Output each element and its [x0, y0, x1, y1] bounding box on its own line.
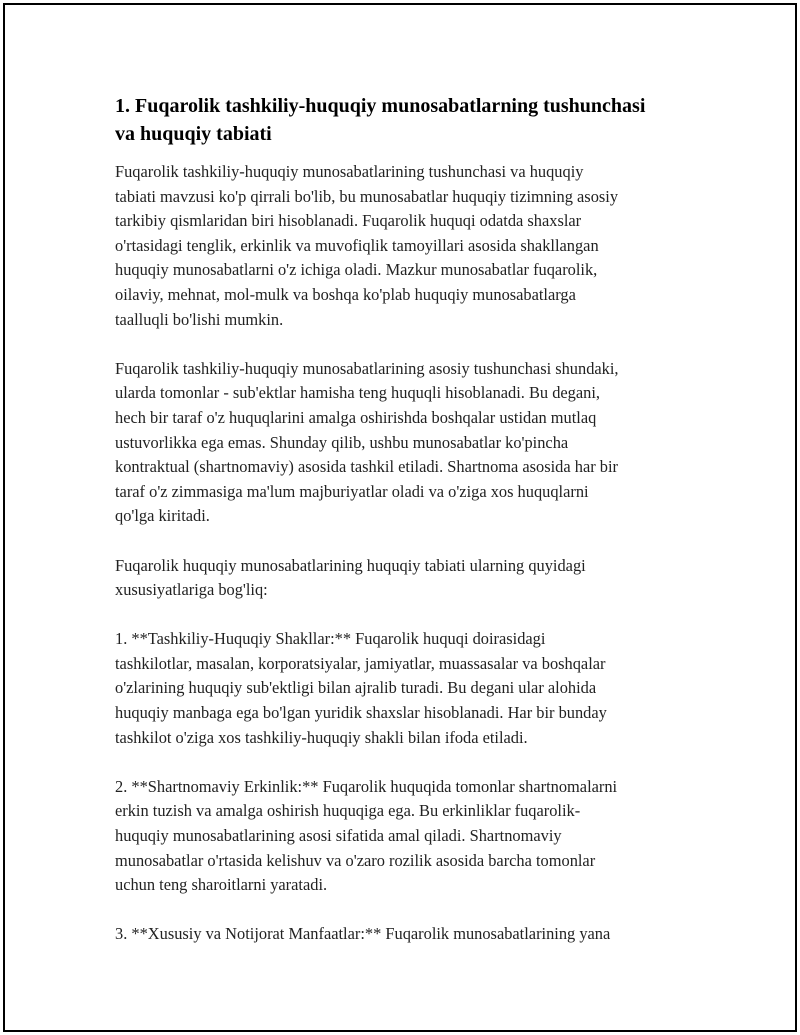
section-heading: 1. Fuqarolik tashkiliy-huquqiy munosabatlarning tushunchasi va huquqiy tabiati [115, 95, 646, 145]
paragraph-2: Fuqarolik tashkiliy-huquqiy munosabatlarining asosiy tushunchasi shundaki, ularda tomonlar - sub'ektlar hamisha teng huquqli hisoblanadi. Bu degani, hech bir taraf o'z huquqlarini amalga oshirishda boshqalar ustidan mutlaq ustuvorlikka ega emas. Shunday qilib, ushbu munosabatlar ko'pincha kontraktual (shartnomaviy) asosida tashkil etiladi. Shartnoma asosida har bir taraf o'z zimmasiga ma'lum majburiyatlar oladi va o'ziga xos huquqlarni qo'lga kiritadi. [115, 358, 619, 526]
list-item-1: 1. **Tashkiliy-Huquqiy Shakllar:** Fuqarolik huquqi doirasidagi tashkilotlar, masalan, korporatsiyalar, jamiyatlar, muassasalar va boshqalar o'zlarining huquqiy sub'ektligi bilan ajralib turadi. Bu degani ular alohida huquqiy manbaga ega bo'lgan yuridik shaxslar hisoblanadi. Har bir bunday tashkilot o'ziga xos tashkiliy-huquqiy shakli bilan ifoda etiladi. [115, 629, 607, 747]
list-item-3: 3. **Xususiy va Notijorat Manfaatlar:** Fuqarolik munosabatlarining yana [115, 924, 611, 944]
document-body [115, 92, 685, 972]
paragraph-3: Fuqarolik huquqiy munosabatlarining huquqiy tabiati ularning quyidagi xususiyatlariga bog'liq: [115, 555, 586, 600]
paragraph-1: Fuqarolik tashkiliy-huquqiy munosabatlarining tushunchasi va huquqiy tabiati mavzusi ko'p qirrali bo'lib, bu munosabatlar huquqiy tizimning asosiy tarkibiy qismlaridan biri hisoblanadi. Fuqarolik huquqi odatda shaxslar o'rtasidagi tenglik, erkinlik va muvofiqlik tamoyillari asosida shakllangan huquqiy munosabatlarni o'z ichiga oladi. Mazkur munosabatlar fuqarolik, oilaviy, mehnat, mol-mulk va boshqa ko'plab huquqiy munosabatlarga taalluqli bo'lishi mumkin. [115, 162, 619, 329]
list-item-2: 2. **Shartnomaviy Erkinlik:** Fuqarolik huquqida tomonlar shartnomalarni erkin tuzish va amalga oshirish huquqiga ega. Bu erkinliklar fuqarolik- huquqiy munosabatlarining asosi sifatida amal qiladi. Shartnomaviy munosabatlar o'rtasida kelishuv va o'zaro rozilik asosida barcha tomonlar uchun teng sharoitlarni yaratadi. [115, 776, 618, 895]
